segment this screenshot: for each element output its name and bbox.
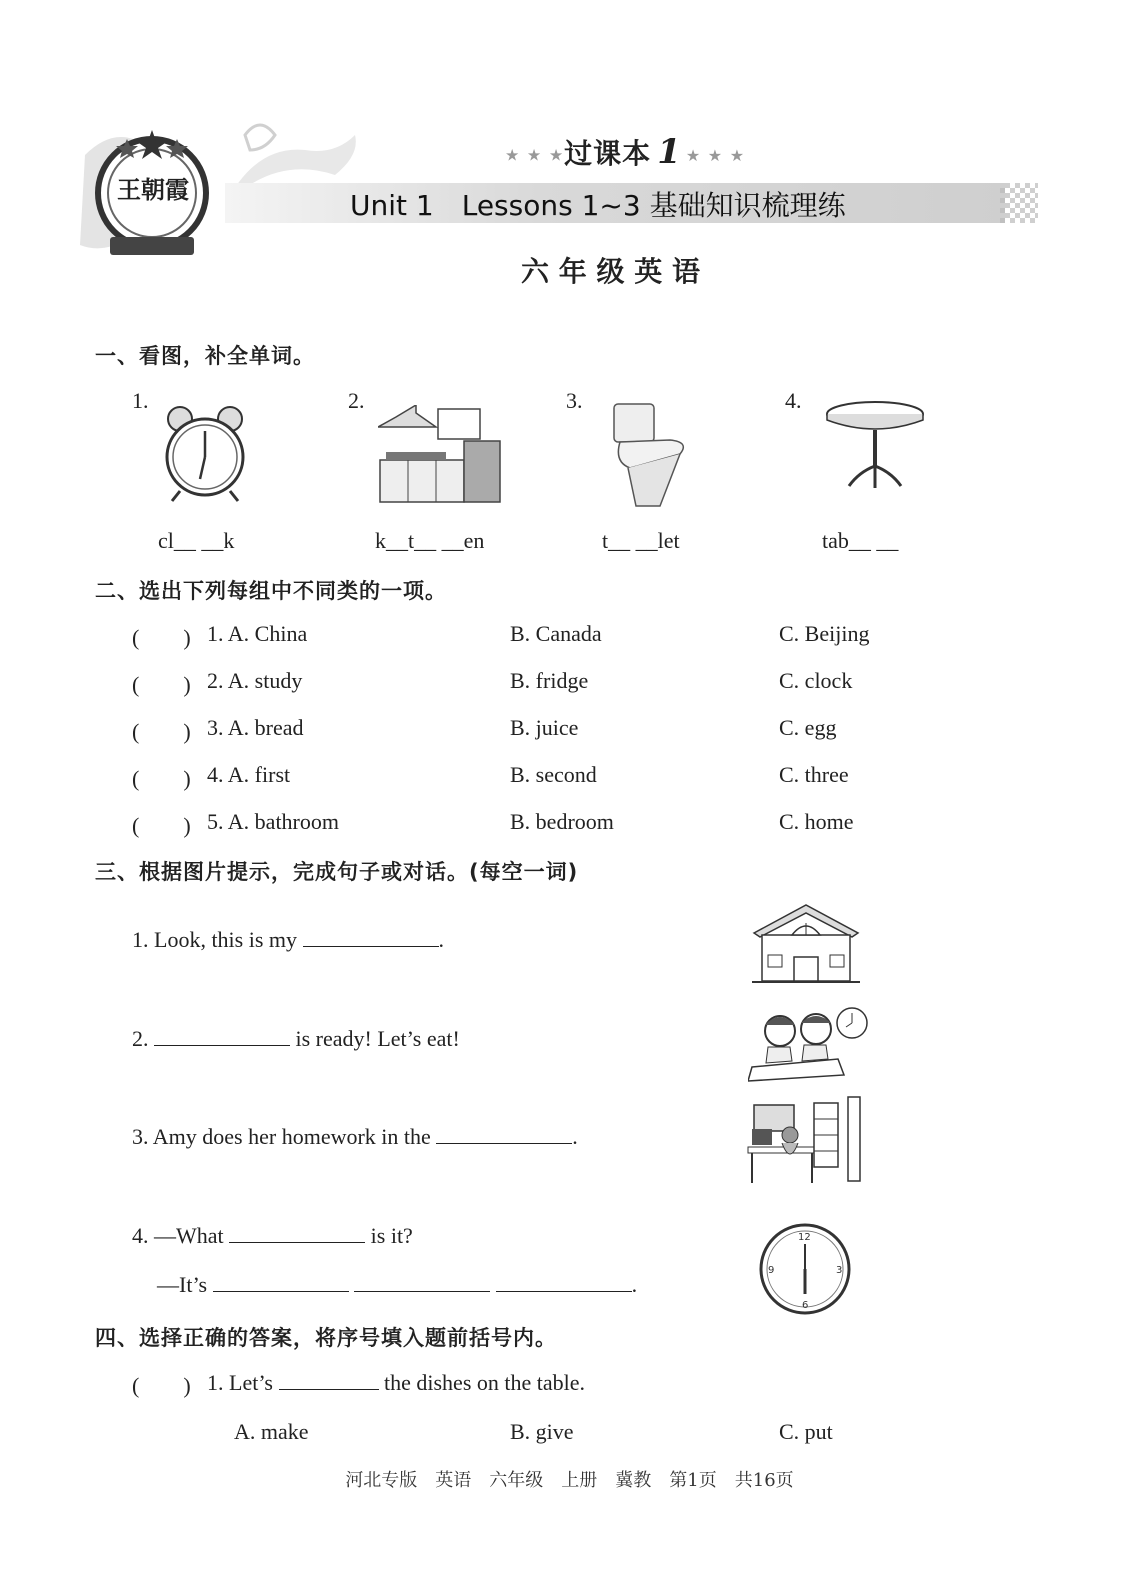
s2-row4-a: 4. A. first xyxy=(207,762,291,787)
s3-q4b: —It’s . xyxy=(157,1272,638,1297)
s1-item4-word: tab__ __ xyxy=(822,528,899,553)
s3-q4-blank[interactable] xyxy=(229,1222,365,1243)
s1-item4-num: 4. xyxy=(785,388,802,413)
s3-q3: 3. Amy does her homework in the . xyxy=(132,1124,578,1149)
s2-row1-c: C. Beijing xyxy=(779,621,870,646)
series-number: 1 xyxy=(657,132,682,172)
s2-row4-paren[interactable]: ( ) xyxy=(132,766,191,791)
section2-title: 二、选出下列每组中不同类的一项。 xyxy=(95,579,447,603)
s2-row3-c: C. egg xyxy=(779,715,837,740)
section1-title: 一、看图，补全单词。 xyxy=(95,344,315,368)
section3-title: 三、根据图片提示，完成句子或对话。(每空一词) xyxy=(95,860,579,884)
s2-row3-paren[interactable]: ( ) xyxy=(132,719,191,744)
s1-item1-word: cl__ __k xyxy=(158,528,235,553)
s4-q1: 1. Let’s the dishes on the table. xyxy=(207,1370,586,1395)
unit-title: Unit 1 Lessons 1~3 基础知识梳理练 xyxy=(350,189,846,222)
s4-option-b: B. give xyxy=(510,1419,574,1444)
s1-item1-num: 1. xyxy=(132,388,149,413)
series-title: ★ ★ ★过课本 1 ★ ★ ★ xyxy=(505,132,746,172)
s2-row1-b: B. Canada xyxy=(510,621,602,646)
s1-item2-word: k__t__ __en xyxy=(375,528,485,553)
s4-q1-blank[interactable] xyxy=(279,1369,379,1390)
house-icon xyxy=(752,903,860,985)
svg-text:6: 6 xyxy=(802,1300,809,1311)
s2-row1-paren[interactable]: ( ) xyxy=(132,625,191,650)
svg-text:12: 12 xyxy=(798,1232,811,1243)
s1-item3-word: t__ __let xyxy=(602,528,680,553)
toilet-icon xyxy=(610,402,690,510)
s3-q1-blank[interactable] xyxy=(303,926,439,947)
alarm-clock-icon xyxy=(160,405,250,505)
s2-row4-c: C. three xyxy=(779,762,849,787)
s2-row2-a: 2. A. study xyxy=(207,668,303,693)
s1-item3-num: 3. xyxy=(566,388,583,413)
s3-q2-blank[interactable] xyxy=(154,1025,290,1046)
s3-q4b-blank2[interactable] xyxy=(354,1271,490,1292)
s2-row3-a: 3. A. bread xyxy=(207,715,304,740)
wall-clock-icon xyxy=(758,1222,852,1316)
svg-text:3: 3 xyxy=(836,1265,843,1276)
s2-row5-a: 5. A. bathroom xyxy=(207,809,339,834)
s1-item2-num: 2. xyxy=(348,388,365,413)
stars-right: ★ ★ ★ xyxy=(685,145,746,165)
header xyxy=(0,0,1139,300)
study-room-icon xyxy=(746,1095,866,1187)
s4-q1-paren[interactable]: ( ) xyxy=(132,1373,191,1398)
kitchen-icon xyxy=(378,405,503,505)
s2-row5-c: C. home xyxy=(779,809,854,834)
s3-q3-blank[interactable] xyxy=(436,1123,572,1144)
section4-title: 四、选择正确的答案，将序号填入题前括号内。 xyxy=(95,1326,557,1350)
s2-row2-c: C. clock xyxy=(779,668,853,693)
s4-option-a: A. make xyxy=(234,1419,309,1444)
s2-row5-b: B. bedroom xyxy=(510,809,614,834)
s3-q2: 2. is ready! Let’s eat! xyxy=(132,1026,460,1051)
s2-row2-paren[interactable]: ( ) xyxy=(132,672,191,697)
s3-q4: 4. —What is it? xyxy=(132,1223,413,1248)
s2-row3-b: B. juice xyxy=(510,715,579,740)
s2-row2-b: B. fridge xyxy=(510,668,589,693)
svg-text:9: 9 xyxy=(768,1265,775,1276)
subject-title: 六 年 级 英 语 xyxy=(521,255,700,288)
s3-q4b-blank3[interactable] xyxy=(496,1271,632,1292)
s3-q4b-blank1[interactable] xyxy=(213,1271,349,1292)
s2-row5-paren[interactable]: ( ) xyxy=(132,813,191,838)
s2-row4-b: B. second xyxy=(510,762,597,787)
table-icon xyxy=(823,398,927,490)
banner-checker xyxy=(1000,183,1038,223)
page-footer: 河北专版 英语 六年级 上册 冀教 第1页 共16页 xyxy=(345,1470,794,1491)
s2-row1-a: 1. A. China xyxy=(207,621,308,646)
s4-option-c: C. put xyxy=(779,1419,833,1444)
s3-q1: 1. Look, this is my . xyxy=(132,927,445,952)
logo-text: 王朝霞 xyxy=(117,175,189,204)
stars-left: ★ ★ ★ xyxy=(505,145,565,165)
children-eating-icon xyxy=(748,1003,870,1083)
